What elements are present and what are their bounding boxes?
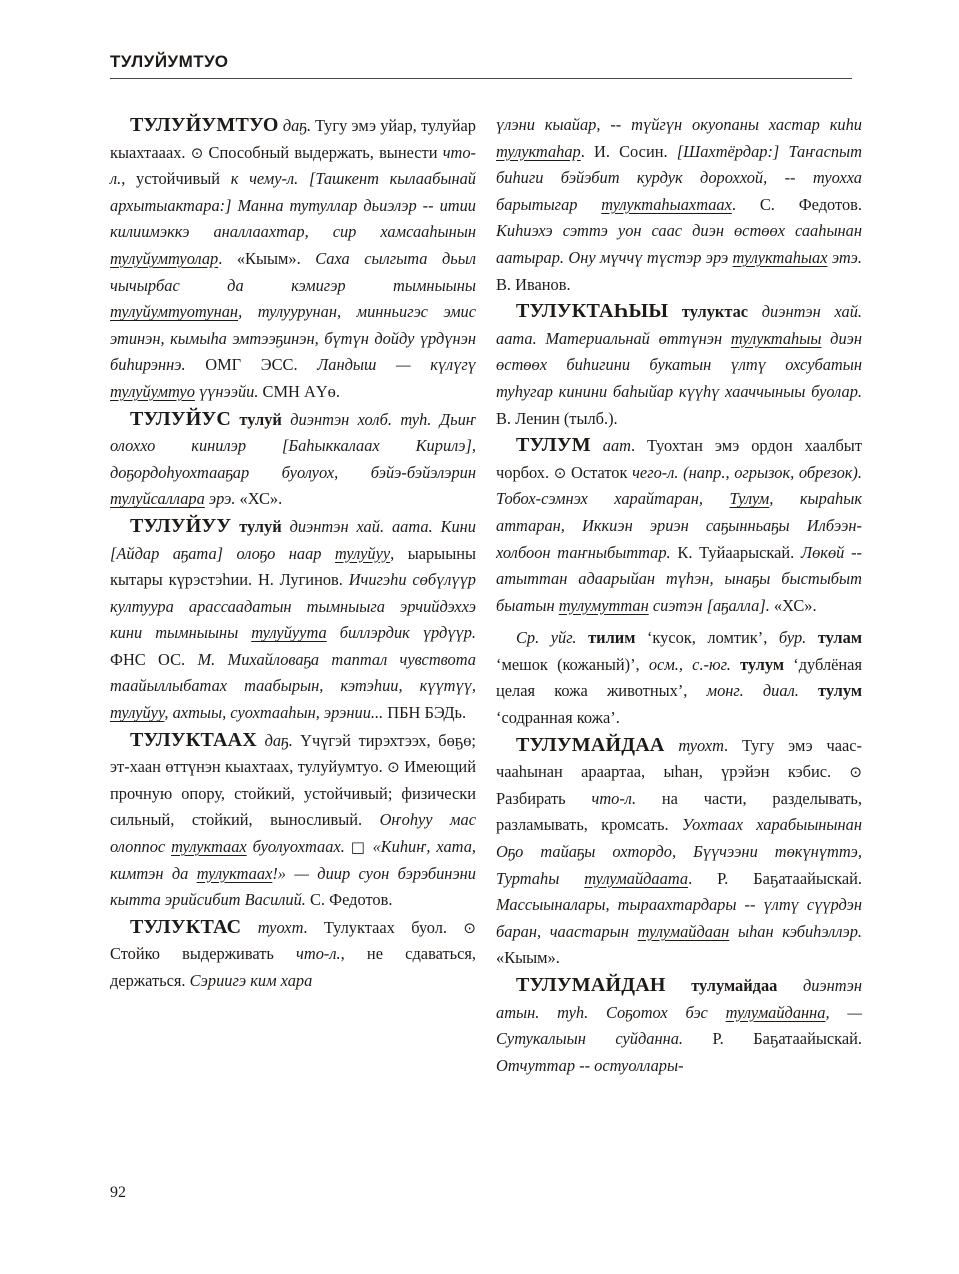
translation-marker-icon: ⊙ <box>849 763 862 782</box>
page-number: 92 <box>110 1184 126 1201</box>
text-run: . «Кыым». <box>218 248 316 268</box>
dictionary-entry <box>110 727 476 914</box>
text-run: СМН АҮө. <box>258 381 340 401</box>
dictionary-entry <box>110 914 476 995</box>
text-run: Массыыналары, тыраахтардары -- үлтү сүүрдэн баран, чаастарын <box>496 895 862 941</box>
root-word: тилим <box>588 628 636 648</box>
text-run: Оҥоһуу мас олоппос <box>110 810 476 857</box>
text-run: диэн өстөөх биһигини букатын үлтү охсубатын туһугар кинини баһыйар күүһү хааччыныы буолар. <box>496 328 862 401</box>
headword: ТУЛУКТААХ <box>130 728 257 751</box>
text-run: Сэриигэ ким хара <box>189 971 313 990</box>
dictionary-entry <box>496 972 862 1079</box>
text-run: «ХС». <box>235 489 283 509</box>
text-run: эрэ. <box>204 489 236 509</box>
translation-marker-icon: ⊙ <box>387 758 400 777</box>
text-run: бур. <box>778 628 807 648</box>
root-word: тулуй <box>239 409 282 429</box>
text-run: диэнтэн атын. туһ. Соҕотох бэс <box>496 976 862 1022</box>
text-run: , кыраһык аттаран, Иккиэн эриэн саҕынньаҕы Илбээн-холбоон таҥныбыттар. <box>496 489 862 562</box>
text-run <box>231 517 239 536</box>
text-run: даҕ <box>282 116 307 135</box>
text-run <box>664 736 678 755</box>
text-run: Отчуттар -- остуоллары- <box>496 1055 684 1075</box>
text-run: , не сдаваться, держаться. <box>110 944 476 990</box>
text-run: сиэтэн [аҕалла]. <box>648 595 770 615</box>
headword: ТУЛУКТАҺЫЫ <box>516 300 669 323</box>
text-run <box>777 976 803 995</box>
text-run <box>257 731 265 750</box>
text-run: ‘содранная кожа’. <box>496 708 620 728</box>
text-run <box>806 628 818 647</box>
text-run: диэнтэн хай. аата. Кини [Айдар аҕата] олоҕо наар <box>110 516 476 563</box>
translation-marker-icon: ⊙ <box>553 463 567 482</box>
dictionary-entry <box>110 406 476 513</box>
text-run: «ХС». <box>769 595 817 615</box>
text-run: С. Федотов. <box>736 194 862 214</box>
text-run: В. Ленин (тылб.). <box>496 408 618 428</box>
text-run: Киһиэхэ сэттэ уон саас диэн өстөөх сааһынан аатырар. Ону мүччү түстэр эрэ <box>496 221 862 267</box>
example-word: тулумайданна <box>725 1002 826 1022</box>
running-head: ТУЛУЙУМТУО <box>110 52 852 79</box>
text-run: что-л. <box>110 142 477 189</box>
text-run: осм., с.-юг. <box>648 654 731 674</box>
text-run <box>668 302 682 321</box>
example-word: тулуйумтуотунан <box>110 302 239 322</box>
text-run: . <box>688 868 693 888</box>
example-word: тулуктаһыы <box>730 328 822 348</box>
example-word: тулуйуу <box>334 543 391 563</box>
text-run: С. Федотов. <box>305 890 393 910</box>
text-run: к чему-л. <box>230 169 299 189</box>
text-run <box>282 410 290 429</box>
text-run: И. Сосин. <box>584 141 677 161</box>
text-run: Остаток <box>566 462 633 482</box>
text-run: монг. диал. <box>706 681 799 701</box>
text-run: . <box>580 141 585 161</box>
text-run: . Тулуктаах буол. <box>303 917 464 937</box>
right-column <box>496 112 862 1079</box>
translation-marker-icon: ⊙ <box>463 918 476 937</box>
headword: ТУЛУМ <box>516 434 591 457</box>
example-word: тулумуттан <box>558 595 649 615</box>
root-word: тулумайдаа <box>691 976 778 995</box>
dictionary-entry <box>496 298 862 432</box>
dictionary-entry <box>110 513 476 727</box>
text-run: ‘дублёная целая кожа животных’, <box>496 654 862 701</box>
headword: ТУЛУКТАС <box>130 915 242 938</box>
text-run: буолуохтаах. <box>246 837 345 857</box>
text-run: Ландыш — күлүгү <box>317 355 476 375</box>
text-run: этэ. <box>827 247 862 267</box>
text-run: чего-л. (напр., огрызок, обрезок). Тобох-сэмнэх харайтаран, <box>496 462 862 509</box>
text-run: , — Сутукалыын суйданна. <box>496 1002 862 1049</box>
text-run: . Үчүгэй тирэхтээх, бөҕө; эт-хаан өттүнэн кыахтаах, тулуйумтуо. <box>110 730 476 777</box>
example-word: тулуйумтуолар <box>110 248 219 268</box>
text-run: Саха сылгыта дьыл чычырбас да кэмигэр тымныыны <box>110 248 476 295</box>
dictionary-entry <box>496 732 862 972</box>
headword: ТУЛУЙУМТУО <box>130 114 279 136</box>
headword: ТУЛУМАЙДАН <box>516 974 666 996</box>
text-run: Ср. уйг. <box>516 628 577 648</box>
text-run: . <box>731 194 737 214</box>
text-run: что-л. <box>296 944 341 964</box>
text-run: Разбирать <box>496 788 592 808</box>
text-run: диэнтэн холб. туһ. Дьиҥ олоххо кинилэр [Баһыккалаах Кирилэ], доҕордоһуохтааҕар буолуох, бэйэ-бэйэлэрин <box>110 409 477 482</box>
text-run: , ахтыы, суохтааһын, эрэнии... <box>164 703 384 723</box>
example-word: тулуктаах <box>196 863 273 883</box>
example-word: тулуктаһар <box>496 141 581 161</box>
text-run: ‘кусок, ломтик’, <box>635 628 779 648</box>
example-word: тулуктаах <box>171 837 247 857</box>
text-run: К. Туйаарыскай. <box>670 542 801 562</box>
text-run: Р. Баҕатаайыскай. <box>692 868 863 888</box>
text-run: . Тугу эмэ уйар, тулуйар кыахтааах. <box>110 116 476 162</box>
dictionary-entry <box>496 432 862 619</box>
text-run <box>748 302 762 321</box>
example-word: тулумайдаан <box>637 921 730 941</box>
example-word: тулуйуу <box>110 703 165 723</box>
text-run: ОМГ ЭСС. <box>185 355 318 375</box>
text-run <box>241 918 257 937</box>
text-run: туохт <box>257 917 304 937</box>
text-run: Уохтаах харабыынынан Оҕо тайаҕы охтордо, Бүүчээни төкүнүттэ, Туртаһы <box>496 815 862 888</box>
example-word: тулуктаһыахтаах <box>601 194 732 214</box>
text-run: на части, разделывать, разламывать, кромсать. <box>496 788 862 835</box>
text-run: Способный выдержать, вынести <box>203 142 443 162</box>
example-word: Тулум <box>729 489 770 509</box>
left-column <box>110 112 476 995</box>
text-run: [Ташкент кылаабынай архытыактара:] Манна тутуллар дьиэлэр -- итии килиимэккэ аналлаахтар, сир хамсааһынын <box>110 169 476 242</box>
text-run: ПБН БЭДь. <box>383 703 467 723</box>
entry-continuation <box>496 112 862 298</box>
text-run: , устойчивый <box>121 169 231 189</box>
text-run: үүнээйи. <box>194 381 259 401</box>
text-run <box>298 169 309 188</box>
text-run: биллэрдик үрдүүр. <box>326 623 476 643</box>
text-run: ыһан кэбиһэллэр. <box>729 921 862 941</box>
text-run: үлэни кыайар, -- түйгүн окуопаны хастар киһи <box>496 115 862 134</box>
text-run: Имеющий прочную опору, стойкий, устойчивый; физически сильный, стойкий, выносливый. <box>110 757 476 830</box>
root-word: тулуй <box>239 516 282 536</box>
root-word: тулум <box>818 681 862 701</box>
headword: ТУЛУМАЙДАА <box>516 733 665 756</box>
text-run: что-л. <box>591 788 637 808</box>
dictionary-entry <box>110 112 476 406</box>
text-run: Стойко выдерживать <box>110 944 297 964</box>
text-run: туохт <box>678 735 725 755</box>
text-run: «Киһиҥ, хата, кимтэн да <box>110 837 476 883</box>
text-run: . Тугу эмэ чаас-чааһынан араартаа, ыһан, үрэйэн кэбис. <box>496 735 862 782</box>
text-run: В. Иванов. <box>496 274 571 294</box>
text-run: Р. Баҕатаайыскай. <box>683 1029 863 1049</box>
headword: ТУЛУЙУС <box>130 407 232 430</box>
text-run: ФНС ОС. <box>110 649 198 669</box>
text-run: даҕ <box>264 730 289 750</box>
text-run: , ыарыыны кытары күрэстэһии. <box>110 543 476 590</box>
text-run: [Шахтёрдар:] Таҥаспыт биһиги бэйэбит курдук дороххой, -- туохха барытыгар <box>496 141 862 214</box>
text-run <box>591 436 603 455</box>
example-word: тулуйсаллара <box>110 489 205 509</box>
example-word: тулуйуута <box>251 623 327 643</box>
text-run <box>666 976 692 995</box>
example-word: тулумайдаата <box>584 868 689 888</box>
text-run <box>282 517 290 536</box>
root-word: тулам <box>817 628 862 648</box>
example-word: тулуктаһыах <box>732 247 828 267</box>
phraseology-marker-icon: □ <box>350 838 367 857</box>
text-run: Лөкөй -- атыттан адаарыйан түһэн, ынаҕы быстыбыт быатын <box>496 542 862 615</box>
root-word: тулуктас <box>681 302 749 322</box>
text-run: аат <box>602 436 631 456</box>
text-run: «Кыым». <box>496 948 560 968</box>
text-run: диэнтэн хай. аата. Материальнай өттүнэн <box>496 302 862 348</box>
text-run: !» — диир суон бэрэбинэни кытта эрийсибит Василий. <box>110 863 476 910</box>
root-word: тулум <box>740 654 785 674</box>
text-run: М. Михайловаҕа таптал чувствота таайыллыбатах таабырын, кэтэһии, күүтүү, <box>110 649 476 696</box>
text-run: . Туохтан эмэ ордон хаалбыт чорбох. <box>496 436 862 482</box>
etymology-note <box>496 625 862 731</box>
text-run <box>577 628 589 647</box>
text-run: Ичигэһи сөбүлүүр култуура арассаадатын тымныыга эрчийдэххэ кини тымныыны <box>110 570 476 643</box>
text-run <box>799 681 818 700</box>
translation-marker-icon: ⊙ <box>190 143 204 162</box>
text-run: Н. Лугинов. <box>252 570 349 590</box>
text-run: ‘мешок (кожаный)’, <box>496 654 649 674</box>
example-word: тулуйумтуо <box>110 381 195 401</box>
text-run: , тулуурунан, минньигэс эмис этинэн, кымыһа эмтээҕинэн, бүтүн дойду үрдүнэн биһирэннэ. <box>110 302 476 375</box>
headword: ТУЛУЙУУ <box>130 514 232 537</box>
text-run <box>731 655 740 674</box>
